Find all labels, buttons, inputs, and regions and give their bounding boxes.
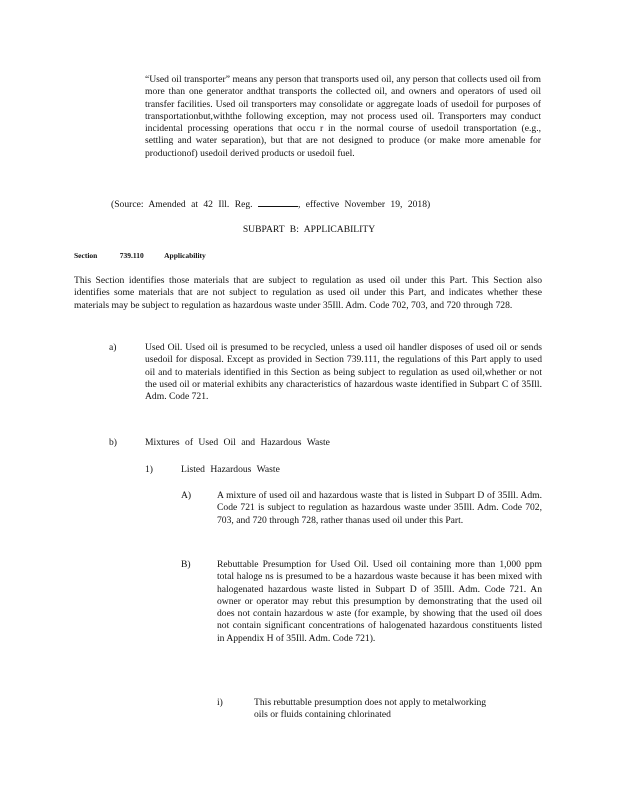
intro-paragraph: This Section identifies those materials that are subject to regulation as used oil under this Part. This Section also identifies some materials that are not subject to regulation as used oil under this Part, and indicates whether these materials may be subject to regulation as hazardous waste under 35Ill. Adm. Code 702, 703, and 720 through 728. — [74, 275, 542, 311]
item-a-label: a) — [109, 342, 117, 353]
source-suffix: , effective November 19, 2018) — [297, 199, 431, 210]
item-A-text: A mixture of used oil and hazardous waste that is listed in Subpart D of 35Ill. Adm. Code 721 is subject to regulation as hazardous waste under 35Ill. Adm. Code 702, 703, and 720 through 728, rather thanas used oil under this Part. — [217, 490, 542, 526]
item-A-label: A) — [181, 490, 192, 501]
item-b-text: Mixtures of Used Oil and Hazardous Waste — [145, 437, 330, 448]
item-b-label: b) — [109, 437, 117, 448]
section-title: Applicability — [164, 251, 206, 260]
source-note — [111, 197, 531, 211]
section-number: 739.110 — [119, 251, 144, 260]
item-B-text: Rebuttable Presumption for Used Oil. Used oil containing more than 1,000 ppm total haloge ns is presumed to be a hazardous waste because it has been mixed with halogenated hazardous waste listed in Subpart D of 35Ill. Adm. Code 721. An owner or operator may rebut this presumption by demonstrating that the used oil does not contain hazardous w aste (for example, by showing that the used oil does not contain significant concentrations of halogenated hazardous constituents listed in Appendix H of 35Ill. Adm. Code 721). — [217, 559, 542, 644]
section-heading — [74, 250, 374, 262]
item-B-label: B) — [181, 559, 191, 570]
item-b1-label: 1) — [145, 464, 153, 475]
definition-paragraph: “Used oil transporter” means any person that transports used oil, any person that collects used oil from more than one generator andthat transports the collected oil, and owners and operators of used oil transfer facilities. Used oil transporters may consolidate or aggregate loads of usedoil for purposes of transportationbut,withthe following exception, may not process used oil. Transporters may conduct incidental processing operations that occu r in the normal course of usedoil transportation (e.g., settling and water separation), but that are not designed to produce (or make more amenable for productionof) usedoil derived products or usedoil fuel. — [145, 74, 541, 159]
source-prefix: (Source: Amended at 42 Ill. Reg. — [111, 199, 253, 210]
item-a-text: Used Oil. Used oil is presumed to be recycled, unless a used oil handler disposes of used oil or sends usedoil for disposal. Except as provided in Section 739.111, the regulations of this Part apply to used oil and to materials identified in this Section as being subject to regulation as used oil,whether or not the used oil or material exhibits any characteristics of hazardous waste identified in Subpart C of 35Ill. Adm. Code 721. — [145, 342, 542, 403]
section-label: Section — [74, 251, 98, 260]
subpart-heading: SUBPART B: APPLICABILITY — [242, 224, 376, 235]
item-i-text: This rebuttable presumption does not apply to metalworking oils or fluids containing chlorinated — [254, 697, 487, 721]
item-b1-text: Listed Hazardous Waste — [181, 464, 280, 475]
register-blank — [258, 197, 298, 207]
item-i-label: i) — [217, 697, 223, 708]
